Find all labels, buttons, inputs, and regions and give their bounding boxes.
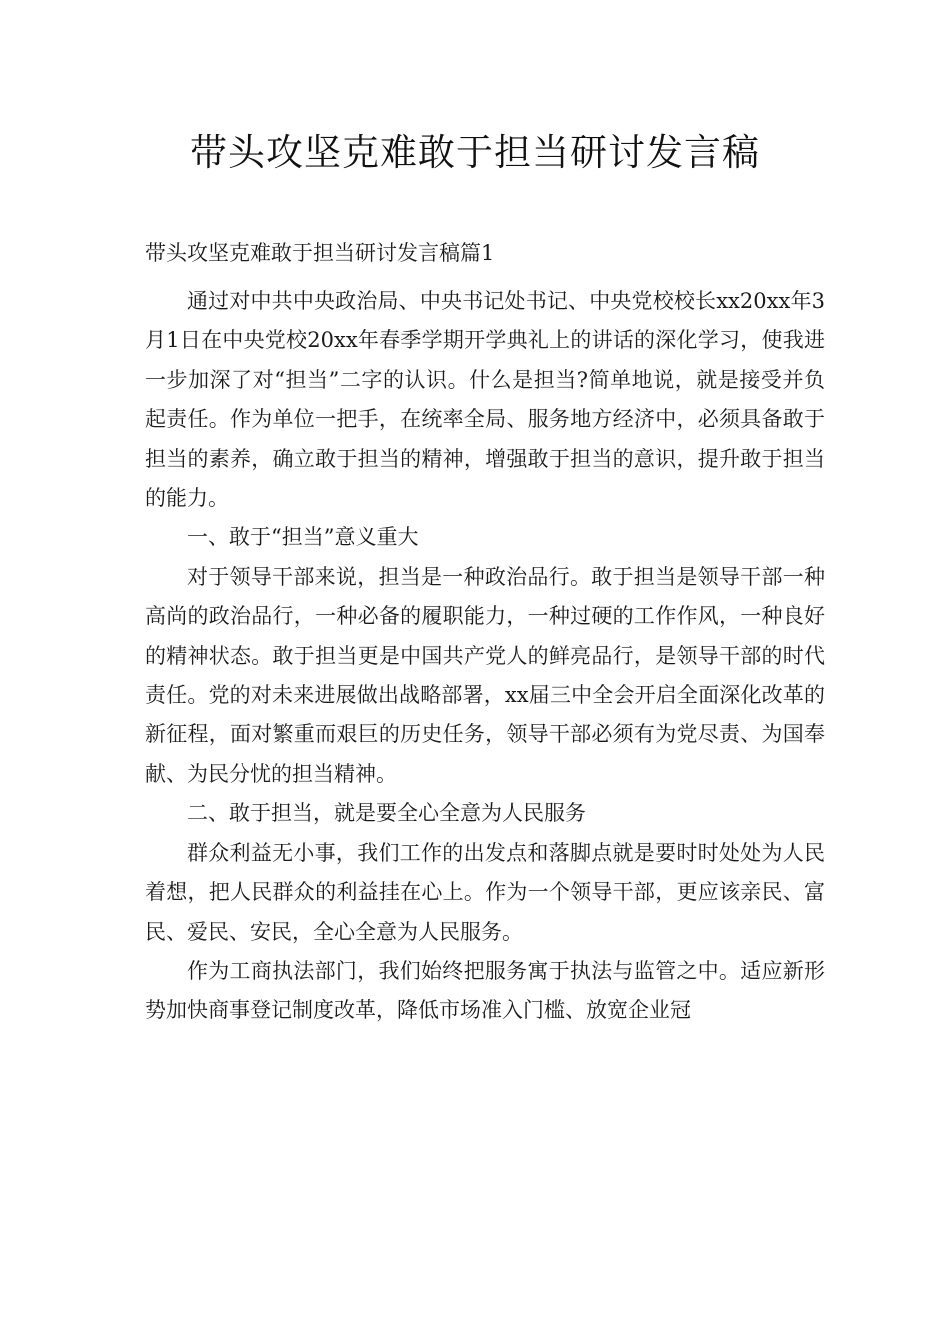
document-body	[145, 282, 825, 1031]
body-paragraph: 对于领导干部来说，担当是一种政治品行。敢于担当是领导干部一种高尚的政治品行，一种必备的履职能力，一种过硬的工作作风，一种良好的精神状态。敢于担当更是中国共产党人的鲜亮品行，是领导干部的时代责任。党的对未来进展做出战略部署，xx届三中全会开启全面深化改革的新征程，面对繁重而艰巨的历史任务，领导干部必须有为党尽责、为国奉献、为民分忧的担当精神。	[145, 564, 825, 786]
body-paragraph: 通过对中共中央政治局、中央书记处书记、中央党校校长xx20xx年3月1日在中央党校20xx年春季学期开学典礼上的讲话的深化学习，使我进一步加深了对“担当”二字的认识。什么是担当?简单地说，就是接受并负起责任。作为单位一把手，在统率全局、服务地方经济中，必须具备敢于担当的素养，确立敢于担当的精神，增强敢于担当的意识，提升敢于担当的能力。	[145, 289, 826, 511]
body-paragraph: 作为工商执法部门，我们始终把服务寓于执法与监管之中。适应新形势加快商事登记制度改革，降低市场准入门槛、放宽企业冠	[145, 958, 825, 1023]
section-heading: 二、敢于担当，就是要全心全意为人民服务	[187, 801, 586, 826]
document-title: 带头攻坚克难敢于担当研讨发言稿	[190, 131, 760, 174]
section-heading: 一、敢于“担当”意义重大	[187, 525, 419, 550]
document-subtitle: 带头攻坚克难敢于担当研讨发言稿篇1	[145, 241, 495, 265]
body-paragraph: 群众利益无小事，我们工作的出发点和落脚点就是要时时处处为人民着想，把人民群众的利益挂在心上。作为一个领导干部，更应该亲民、富民、爱民、安民，全心全意为人民服务。	[145, 840, 825, 944]
